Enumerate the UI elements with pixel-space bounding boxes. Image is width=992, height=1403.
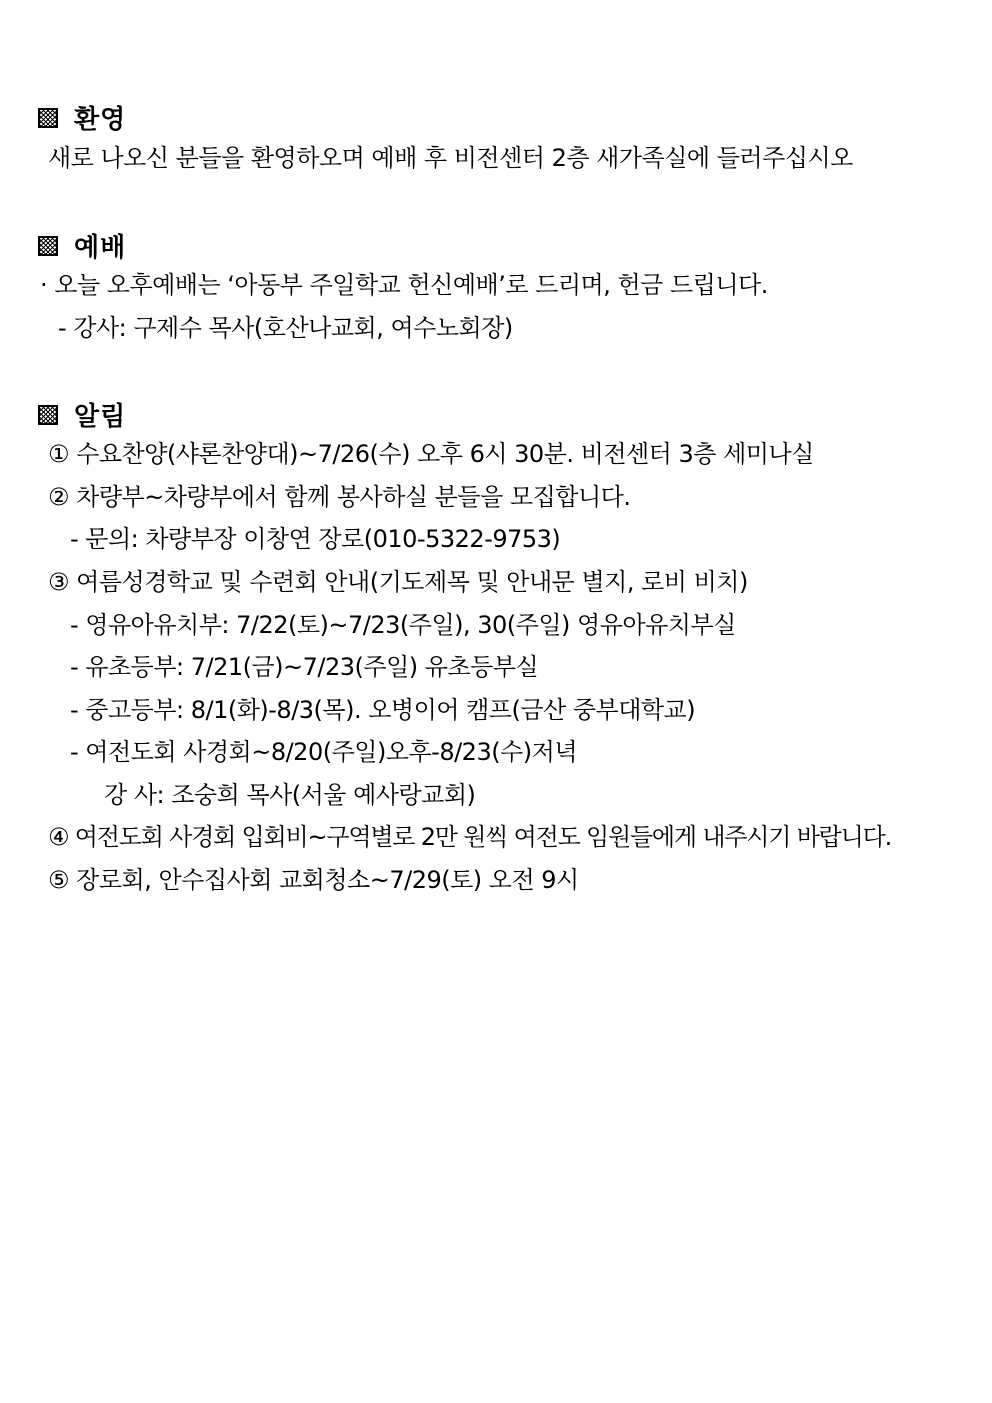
worship-title: 예배 (74, 233, 127, 263)
notice-item: ① 수요찬양(샤론찬양대)~7/26(수) 오후 6시 30분. 비전센터 3층 세미나실 (48, 440, 814, 468)
notice-subitem: - 중고등부: 8/1(화)-8/3(목). 오병이어 캠프(금산 중부대학교) (70, 696, 696, 724)
notice-subitem: - 영유아유치부: 7/22(토)~7/23(주일), 30(주일) 영유아유치부실 (70, 611, 736, 639)
notice-subitem-detail: 강 사: 조숭희 목사(서울 예사랑교회) (104, 781, 476, 809)
notices-title: 알림 (74, 402, 127, 432)
welcome-title: 환영 (74, 105, 127, 135)
hatched-square-icon (38, 108, 58, 128)
notices-heading (38, 396, 126, 433)
notice-item: ④ 여전도회 사경회 입회비~구역별로 2만 원씩 여전도 임원들에게 내주시기 바랍니다. (48, 823, 892, 851)
notice-item: ② 차량부~차량부에서 함께 봉사하실 분들을 모집합니다. (48, 483, 631, 511)
hatched-square-icon (38, 236, 58, 256)
notice-subitem: - 여전도회 사경회~8/20(주일)오후-8/23(수)저녁 (70, 738, 578, 766)
hatched-square-icon (38, 405, 58, 425)
worship-heading (38, 227, 126, 264)
worship-line-1: · 오늘 오후예배는 ‘아동부 주일학교 헌신예배’로 드리며, 헌금 드립니다. (40, 271, 768, 299)
notice-subitem: - 유초등부: 7/21(금)~7/23(주일) 유초등부실 (70, 653, 539, 681)
notice-item: ⑤ 장로회, 안수집사회 교회청소~7/29(토) 오전 9시 (48, 866, 579, 894)
welcome-body: 새로 나오신 분들을 환영하오며 예배 후 비전센터 2층 새가족실에 들러주십시오 (48, 144, 853, 172)
notice-item: ③ 여름성경학교 및 수련회 안내(기도제목 및 안내문 별지, 로비 비치) (48, 568, 748, 596)
worship-line-2: - 강사: 구제수 목사(호산나교회, 여수노회장) (58, 314, 513, 342)
notice-subitem: - 문의: 차량부장 이창연 장로(010-5322-9753) (70, 525, 561, 553)
welcome-heading (38, 99, 126, 136)
